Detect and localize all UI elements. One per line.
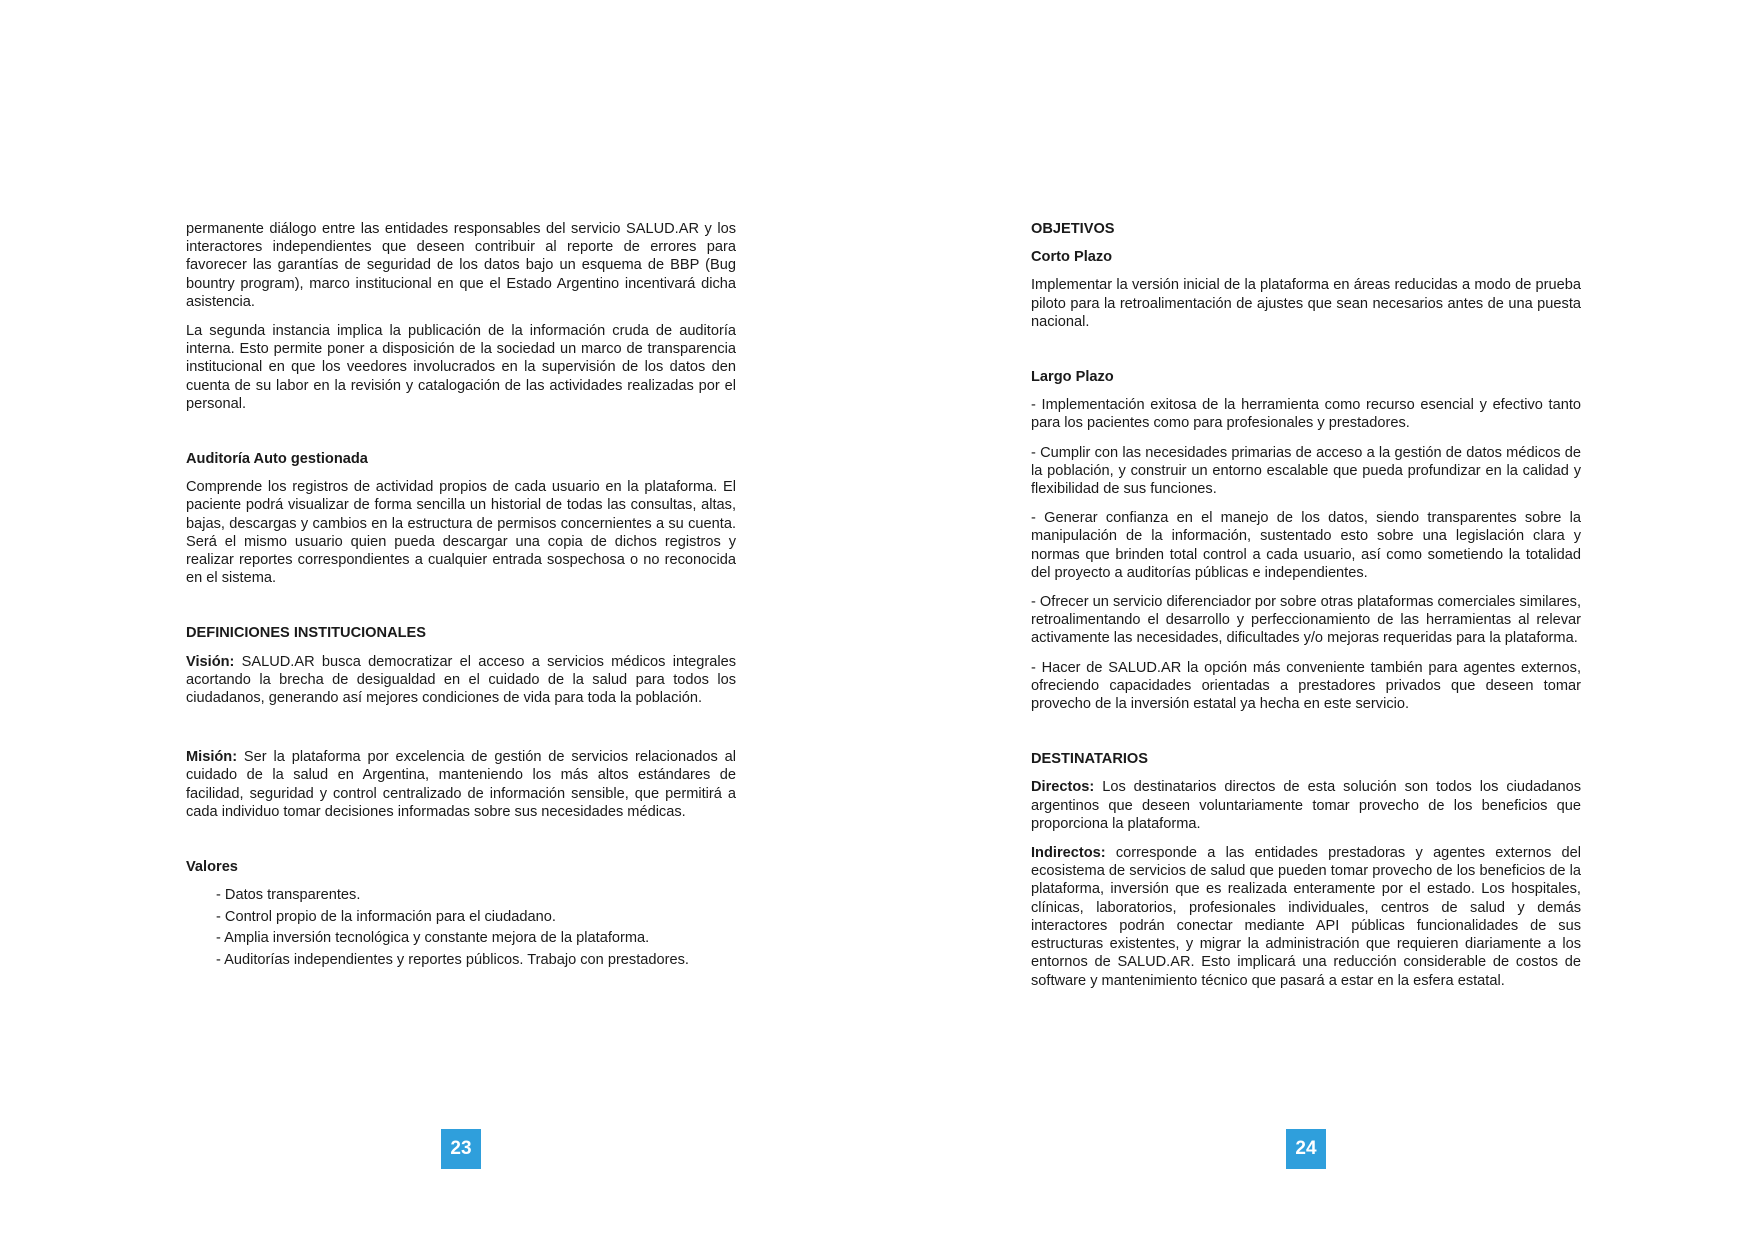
directos-text: Los destinatarios directos de esta solución son todos los ciudadanos argentinos que deseen voluntariamente tomar provecho de los beneficios que proporciona la plataforma. [1031,779,1581,832]
mision-paragraph [186,748,736,821]
corto-plazo-text: Implementar la versión inicial de la plataforma en áreas reducidas a modo de prueba piloto para la retroalimentación de ajustes que sean necesarios antes de una puesta nacional. [1031,277,1581,330]
corto-plazo-heading: Corto Plazo [1031,249,1113,266]
indirectos-paragraph [1031,844,1581,990]
largo-plazo-item: - Hacer de SALUD.AR la opción más conveniente también para agentes externos, ofreciendo capacidades orientadas a prestadores privados que deseen tomar provecho de la inversión estatal ya hecha en este servicio. [1031,659,1581,713]
intro-paragraph: La segunda instancia implica la publicación de la información cruda de auditoría interna. Esto permite poner a disposición de la sociedad un marco de transparencia institucional en que los veedores involucrados en la supervisión de los datos den cuenta de su labor en la revisión y catalogación de las actividades realizadas por el personal. [186,323,736,412]
valores-list [186,886,736,969]
valores-item: - Datos transparentes. [216,887,361,904]
vision-label: Visión: [186,653,235,670]
valores-heading: Valores [186,859,238,876]
valores-item: - Auditorías independientes y reportes públicos. Trabajo con prestadores. [216,951,689,968]
auditoria-heading: Auditoría Auto gestionada [186,451,368,468]
directos-paragraph [1031,778,1581,833]
mision-text: Ser la plataforma por excelencia de gestión de servicios relacionados al cuidado de la salud en Argentina, manteniendo los más altos estándares de facilidad, seguridad y control centralizado de información sensible, que permitirá a cada individuo tomar decisiones informadas sobre sus necesidades médicas. [186,749,736,820]
definiciones-heading: DEFINICIONES INSTITUCIONALES [186,625,426,642]
indirectos-text: corresponde a las entidades prestadoras y agentes externos del ecosistema de servicios de salud que pueden tomar provecho de los beneficios de la plataforma, inversión que es realizada enteramente por el estado. Los hospitales, clínicas, laboratorios, profesionales individuales, centros de salud y demás interactores podrán conectar mediante API públicas funcionalidades de sus estructuras existentes, y migrar la administración que requieren diariamente a los entornos de SALUD.AR. Esto implicará una reducción considerable de costos de software y mantenimiento técnico que pasará a estar en la esfera estatal. [1031,845,1581,989]
largo-plazo-item: - Generar confianza en el manejo de los datos, siendo transparentes sobre la manipulación de la información, sustentado esto sobre una legislación clara y normas que brinden total control a cada usuario, así como sometiendo la totalidad del proyecto a auditorías públicas e independientes. [1031,510,1581,581]
page-number-right: 24 [1286,1129,1326,1169]
mision-label: Misión: [186,749,238,766]
page-number-left: 23 [441,1129,481,1169]
right-page [1031,220,1581,1001]
destinatarios-heading: DESTINATARIOS [1031,751,1149,768]
auditoria-text: Comprende los registros de actividad propios de cada usuario en la plataforma. El paciente podrá visualizar de forma sencilla un historial de todas las consultas, altas, bajas, descargas y cambios en la estructura de permisos concernientes a su cuenta. Será el mismo usuario quien pueda descargar una copia de dichos registros y realizar reportes correspondientes a cualquier entrada sospechosa o no reconocida en el sistema. [186,479,736,587]
directos-label: Directos: [1031,779,1095,796]
vision-text: SALUD.AR busca democratizar el acceso a servicios médicos integrales acortando la brecha de desigualdad en el cuidado de la salud para todos los ciudadanos, generando así mejores condiciones de vida para toda la población. [186,653,736,707]
largo-plazo-item: - Cumplir con las necesidades primarias de acceso a la gestión de datos médicos de la población, y construir un entorno escalable que pueda profundizar en la calidad y flexibilidad de sus funciones. [1031,444,1581,498]
vision-paragraph [186,653,736,708]
indirectos-label: Indirectos: [1031,845,1106,862]
left-page [186,220,736,972]
largo-plazo-item: - Implementación exitosa de la herramienta como recurso esencial y efectivo tanto para los pacientes como para profesionales y prestadores. [1031,397,1581,432]
valores-item: - Amplia inversión tecnológica y constante mejora de la plataforma. [216,930,650,947]
objetivos-heading: OBJETIVOS [1031,221,1115,237]
largo-plazo-item: - Ofrecer un servicio diferenciador por sobre otras plataformas comerciales similares, retroalimentando el desarrollo y perfeccionamiento de las herramientas al relevar activamente las necesidades, dificultades y/o mejoras requeridas para la plataforma. [1031,594,1581,647]
largo-plazo-heading: Largo Plazo [1031,369,1114,386]
intro-paragraph: permanente diálogo entre las entidades responsables del servicio SALUD.AR y los interactores independientes que deseen contribuir al reporte de errores para favorecer las garantías de seguridad de los datos bajo un esquema de BBP (Bug bountry program), marco institucional en que el Estado Argentino incentivará dicha asistencia. [186,221,736,310]
valores-item: - Control propio de la información para el ciudadano. [216,908,556,925]
